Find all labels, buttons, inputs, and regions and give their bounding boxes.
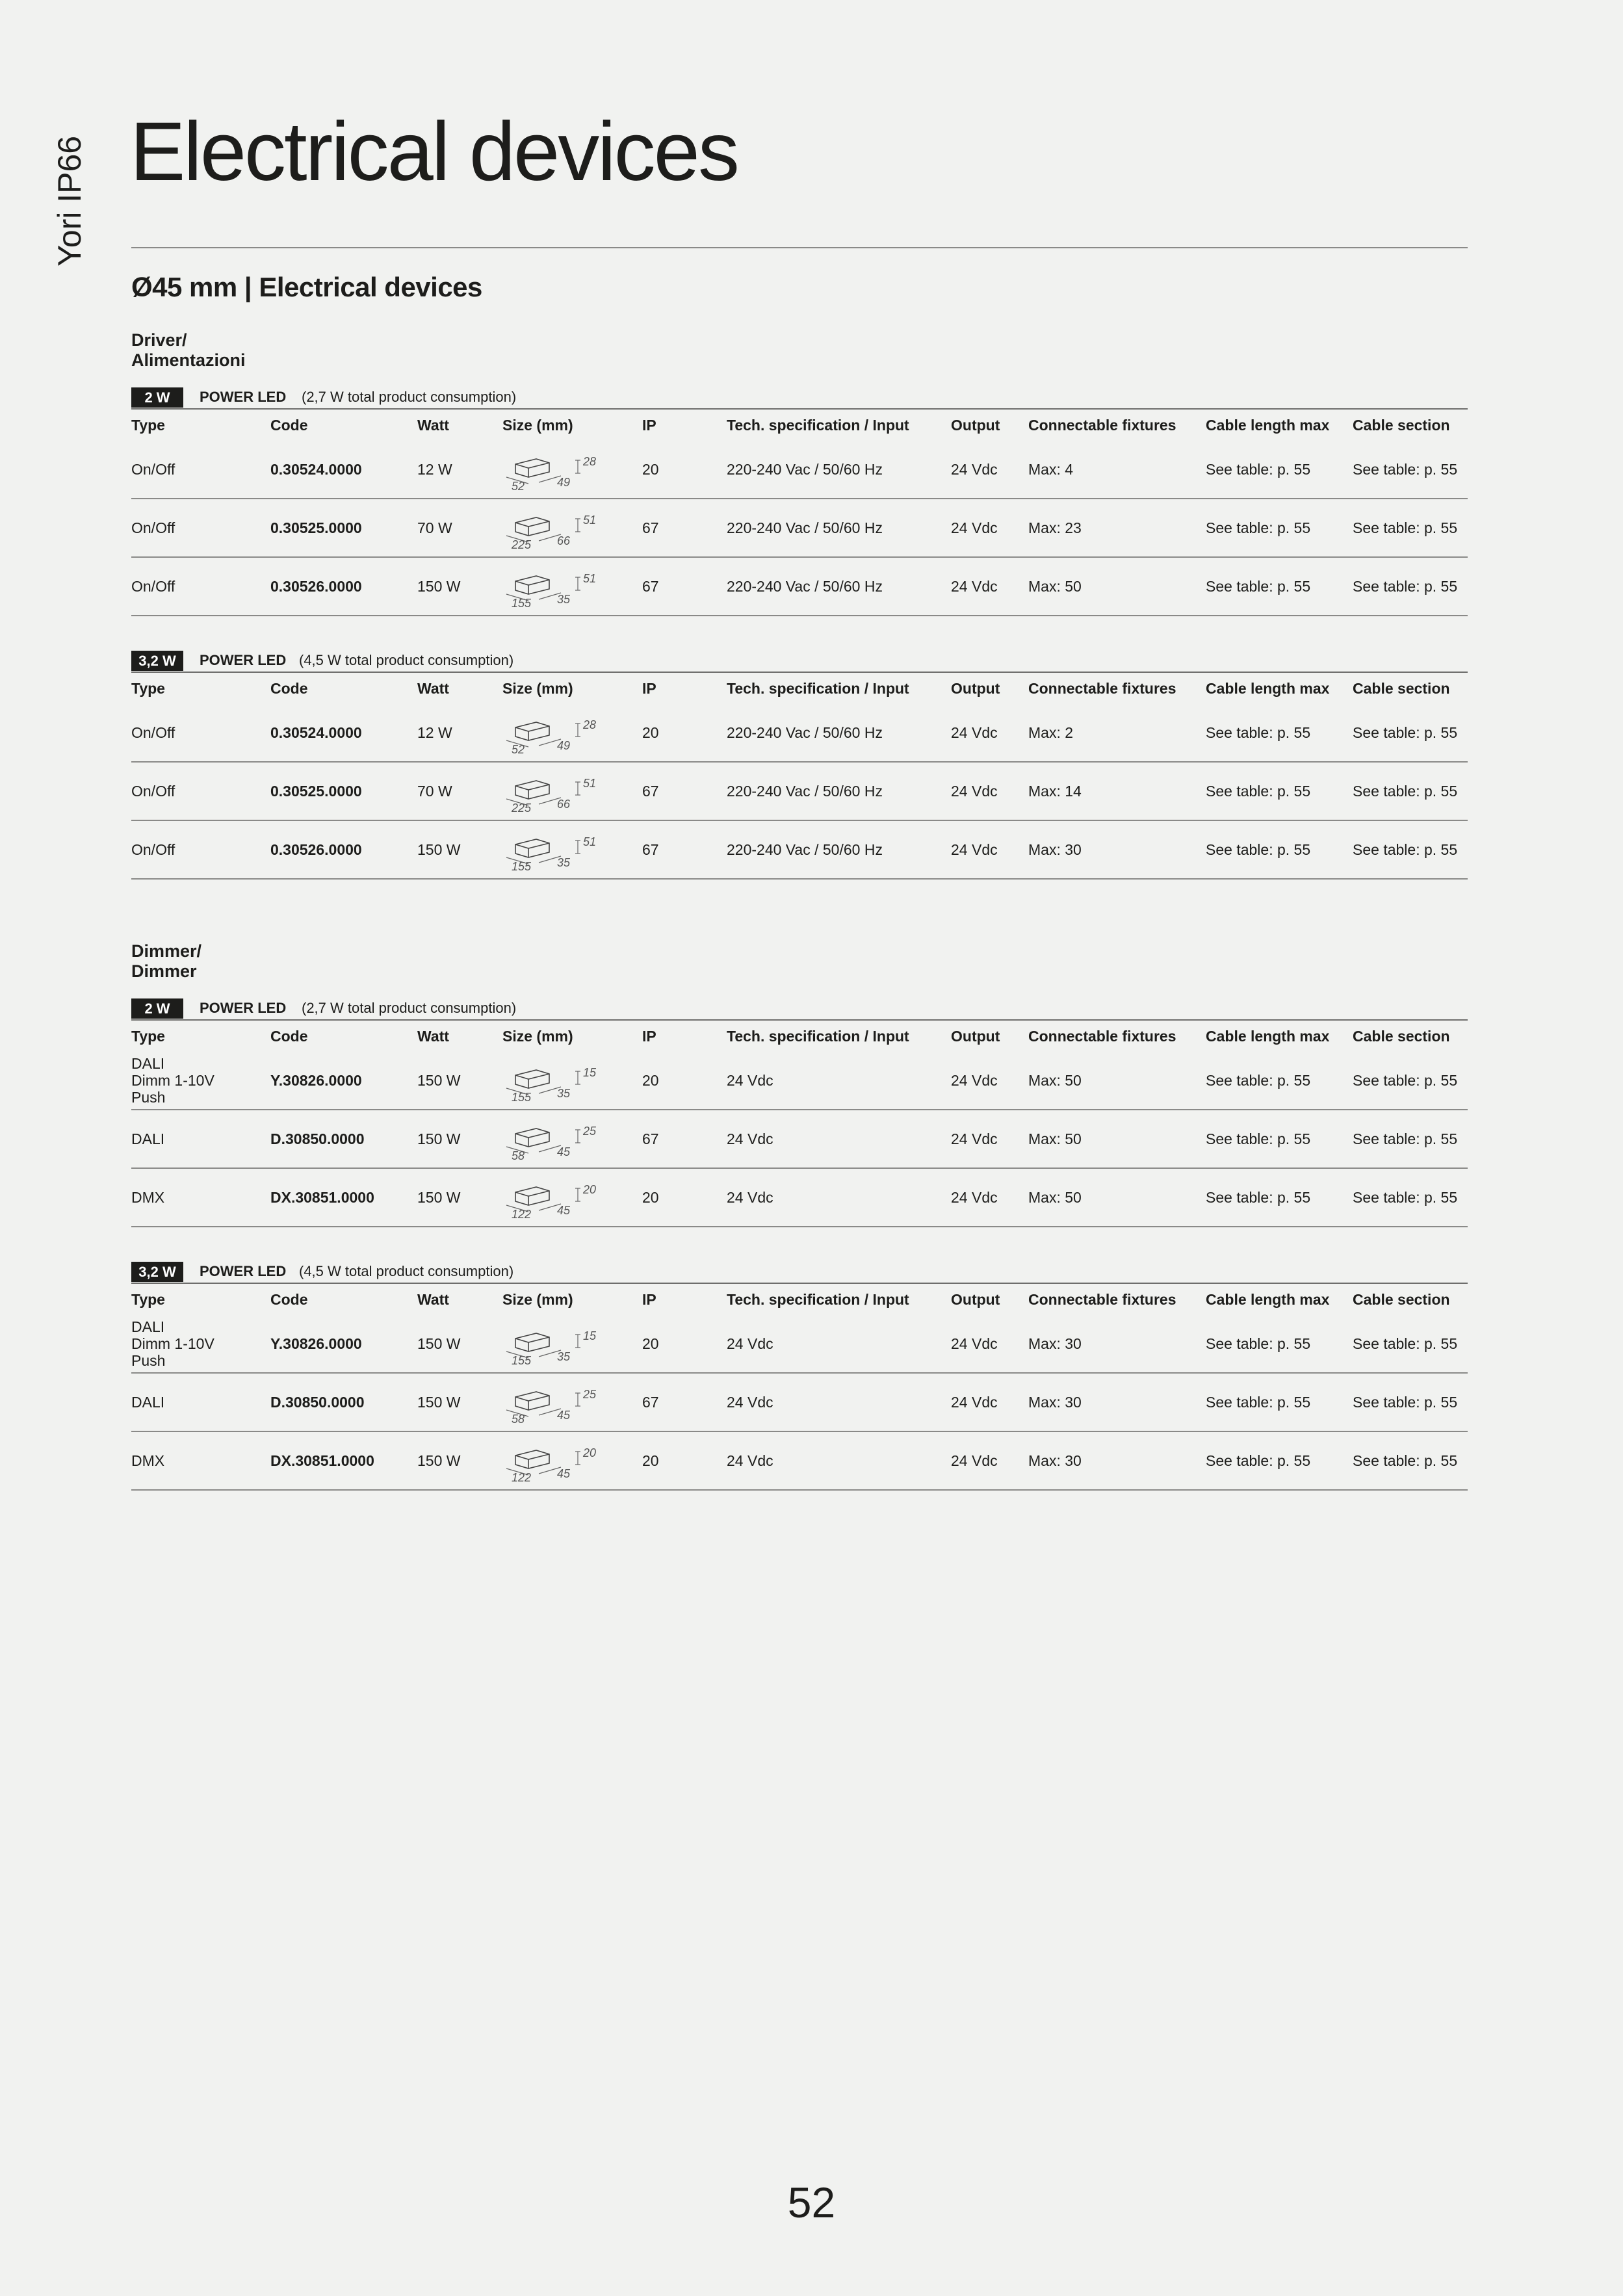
cell-type: DALI [131, 1393, 165, 1411]
title-divider [131, 247, 1468, 248]
cell-watt: 150 W [417, 841, 461, 858]
cell-cable-length: See table: p. 55 [1206, 724, 1311, 741]
cell-output: 24 Vdc [951, 1188, 998, 1206]
cell-cable-length: See table: p. 55 [1206, 460, 1311, 478]
cell-watt: 70 W [417, 782, 452, 800]
cell-watt: 150 W [417, 1188, 461, 1206]
cell-output: 24 Vdc [951, 1452, 998, 1469]
cell-ip: 20 [642, 1335, 659, 1352]
cell-tech: 24 Vdc [727, 1130, 773, 1147]
box-outline [515, 517, 549, 536]
size-drawing [502, 830, 606, 873]
cell-ip: 20 [642, 1188, 659, 1206]
cell-watt: 12 W [417, 460, 452, 478]
cell-connectable: Max: 23 [1028, 519, 1082, 536]
column-header-tech: Tech. specification / Input [727, 1290, 909, 1308]
column-header-watt: Watt [417, 1290, 449, 1308]
size-length-label: 225 [512, 538, 532, 551]
table-caption [131, 998, 1468, 1019]
cell-cable-length: See table: p. 55 [1206, 1130, 1311, 1147]
size-height-label: 25 [583, 1388, 597, 1401]
box-outline [515, 781, 549, 799]
cell-code: DX.30851.0000 [270, 1452, 374, 1469]
size-width-label: 35 [557, 1087, 571, 1100]
box-outline [515, 1187, 549, 1205]
table-caption [131, 387, 1468, 408]
cell-code: Y.30826.0000 [270, 1335, 362, 1352]
size-height-label: 20 [583, 1446, 597, 1459]
size-drawing [502, 450, 606, 493]
cell-output: 24 Vdc [951, 460, 998, 478]
size-width-label: 45 [557, 1467, 571, 1480]
cell-watt: 70 W [417, 519, 452, 536]
cell-watt: 150 W [417, 1071, 461, 1089]
cell-connectable: Max: 30 [1028, 841, 1082, 858]
column-header-cable-length: Cable length max [1206, 1027, 1330, 1045]
size-length-label: 155 [512, 1091, 532, 1104]
table-caption [131, 1262, 1468, 1283]
column-header-cable-section: Cable section [1353, 416, 1450, 434]
size-length-label: 155 [512, 860, 532, 873]
size-height-label: 25 [583, 1125, 597, 1138]
cell-code: 0.30526.0000 [270, 841, 362, 858]
cell-output: 24 Vdc [951, 841, 998, 858]
cell-tech: 220-240 Vac / 50/60 Hz [727, 841, 883, 858]
cell-code: D.30850.0000 [270, 1393, 365, 1411]
page-number: 52 [787, 2178, 836, 2226]
table-header-row [131, 673, 1468, 704]
consumption-note: (2,7 W total product consumption) [302, 389, 517, 405]
column-header-type: Type [131, 679, 165, 697]
column-header-tech: Tech. specification / Input [727, 679, 909, 697]
cell-tech: 220-240 Vac / 50/60 Hz [727, 782, 883, 800]
cell-cable-length: See table: p. 55 [1206, 841, 1311, 858]
cell-output: 24 Vdc [951, 1393, 998, 1411]
cell-cable-length: See table: p. 55 [1206, 1393, 1311, 1411]
group-title: Driver/ Alimentazioni [131, 330, 246, 370]
size-width-label: 35 [557, 1350, 571, 1363]
cell-watt: 150 W [417, 1452, 461, 1469]
cell-code: Y.30826.0000 [270, 1071, 362, 1089]
power-led-label: POWER LED [200, 652, 287, 668]
section-title: Ø45 mm | Electrical devices [131, 272, 482, 302]
power-led-label: POWER LED [200, 1000, 287, 1016]
table-row [131, 1432, 1468, 1491]
box-outline [515, 1450, 549, 1468]
cell-ip: 20 [642, 1452, 659, 1469]
cell-connectable: Max: 2 [1028, 724, 1074, 741]
cell-type: DALI Dimm 1-10V Push [131, 1055, 214, 1106]
cell-type: DMX [131, 1188, 165, 1206]
column-header-tech: Tech. specification / Input [727, 1027, 909, 1045]
cell-cable-length: See table: p. 55 [1206, 519, 1311, 536]
size-length-label: 52 [512, 743, 525, 756]
size-drawing [502, 508, 606, 551]
cell-watt: 150 W [417, 1335, 461, 1352]
column-header-ip: IP [642, 1290, 656, 1308]
power-led-label: POWER LED [200, 389, 287, 405]
cell-ip: 67 [642, 782, 659, 800]
column-header-watt: Watt [417, 679, 449, 697]
column-header-cable-length: Cable length max [1206, 679, 1330, 697]
size-drawing [502, 567, 606, 610]
box-outline [515, 839, 549, 857]
size-width-label: 35 [557, 856, 571, 869]
size-length-label: 122 [512, 1208, 532, 1221]
size-width-label: 35 [557, 593, 571, 606]
table-row [131, 441, 1468, 499]
column-header-connectable: Connectable fixtures [1028, 416, 1176, 434]
box-outline [515, 1392, 549, 1410]
cell-cable-section: See table: p. 55 [1353, 782, 1458, 800]
side-label: Yori IP66 [51, 135, 88, 267]
cell-output: 24 Vdc [951, 577, 998, 595]
cell-tech: 24 Vdc [727, 1335, 773, 1352]
cell-ip: 20 [642, 460, 659, 478]
cell-cable-section: See table: p. 55 [1353, 1393, 1458, 1411]
consumption-note: (2,7 W total product consumption) [302, 1000, 517, 1016]
table-header-row [131, 1284, 1468, 1315]
spec-table [131, 651, 1468, 880]
cell-connectable: Max: 30 [1028, 1393, 1082, 1411]
cell-connectable: Max: 50 [1028, 1071, 1082, 1089]
size-length-label: 155 [512, 1354, 532, 1367]
consumption-note: (4,5 W total product consumption) [299, 652, 514, 668]
cell-connectable: Max: 4 [1028, 460, 1074, 478]
size-width-label: 45 [557, 1145, 571, 1158]
cell-tech: 24 Vdc [727, 1452, 773, 1469]
cell-output: 24 Vdc [951, 519, 998, 536]
column-header-code: Code [270, 679, 308, 697]
column-header-connectable: Connectable fixtures [1028, 1290, 1176, 1308]
power-badge: 3,2 W [131, 651, 183, 671]
column-header-cable-length: Cable length max [1206, 1290, 1330, 1308]
column-header-tech: Tech. specification / Input [727, 416, 909, 434]
cell-code: 0.30526.0000 [270, 577, 362, 595]
size-height-label: 51 [583, 835, 597, 848]
cell-type: DALI Dimm 1-10V Push [131, 1318, 214, 1369]
cell-cable-section: See table: p. 55 [1353, 1130, 1458, 1147]
column-header-output: Output [951, 416, 1000, 434]
cell-tech: 220-240 Vac / 50/60 Hz [727, 724, 883, 741]
column-header-watt: Watt [417, 416, 449, 434]
cell-type: DMX [131, 1452, 165, 1469]
cell-cable-section: See table: p. 55 [1353, 1188, 1458, 1206]
cell-watt: 150 W [417, 577, 461, 595]
table-header-row [131, 1021, 1468, 1052]
column-header-ip: IP [642, 1027, 656, 1045]
cell-output: 24 Vdc [951, 724, 998, 741]
power-badge: 2 W [131, 998, 183, 1019]
cell-cable-section: See table: p. 55 [1353, 1335, 1458, 1352]
box-outline [515, 1333, 549, 1351]
table-row [131, 1169, 1468, 1227]
box-outline [515, 1128, 549, 1147]
size-width-label: 49 [557, 739, 571, 752]
table-row [131, 1052, 1468, 1110]
cell-ip: 20 [642, 1071, 659, 1089]
size-drawing [502, 1178, 606, 1221]
cell-type: On/Off [131, 841, 175, 858]
size-drawing [502, 772, 606, 815]
power-led-label: POWER LED [200, 1263, 287, 1279]
size-width-label: 45 [557, 1204, 571, 1217]
cell-cable-length: See table: p. 55 [1206, 1071, 1311, 1089]
side-label-wrap [45, 129, 91, 272]
cell-cable-length: See table: p. 55 [1206, 1335, 1311, 1352]
column-header-size: Size (mm) [502, 1290, 573, 1308]
column-header-code: Code [270, 1290, 308, 1308]
table-caption [131, 651, 1468, 672]
box-outline [515, 459, 549, 477]
cell-connectable: Max: 50 [1028, 577, 1082, 595]
column-header-cable-length: Cable length max [1206, 416, 1330, 434]
box-outline [515, 722, 549, 740]
cell-cable-section: See table: p. 55 [1353, 841, 1458, 858]
cell-ip: 67 [642, 841, 659, 858]
cell-tech: 220-240 Vac / 50/60 Hz [727, 519, 883, 536]
column-header-code: Code [270, 416, 308, 434]
power-badge: 2 W [131, 387, 183, 408]
size-width-label: 49 [557, 476, 571, 489]
size-height-label: 15 [583, 1329, 597, 1342]
column-header-cable-section: Cable section [1353, 679, 1450, 697]
table-row [131, 1374, 1468, 1432]
size-height-label: 28 [583, 718, 597, 731]
cell-ip: 67 [642, 1393, 659, 1411]
table-row [131, 1315, 1468, 1374]
cell-type: On/Off [131, 519, 175, 536]
cell-tech: 24 Vdc [727, 1393, 773, 1411]
cell-ip: 67 [642, 1130, 659, 1147]
column-header-output: Output [951, 679, 1000, 697]
size-width-label: 66 [557, 798, 571, 811]
cell-tech: 220-240 Vac / 50/60 Hz [727, 460, 883, 478]
cell-cable-section: See table: p. 55 [1353, 1071, 1458, 1089]
column-header-type: Type [131, 1027, 165, 1045]
box-outline [515, 1070, 549, 1088]
size-height-label: 15 [583, 1066, 597, 1079]
table-row [131, 763, 1468, 821]
cell-connectable: Max: 30 [1028, 1335, 1082, 1352]
cell-tech: 220-240 Vac / 50/60 Hz [727, 577, 883, 595]
size-drawing [502, 1324, 606, 1367]
cell-cable-length: See table: p. 55 [1206, 1452, 1311, 1469]
cell-ip: 67 [642, 519, 659, 536]
spec-table [131, 1262, 1468, 1491]
cell-code: D.30850.0000 [270, 1130, 365, 1147]
size-drawing [502, 1061, 606, 1104]
cell-ip: 20 [642, 724, 659, 741]
consumption-note: (4,5 W total product consumption) [299, 1263, 514, 1279]
cell-cable-section: See table: p. 55 [1353, 577, 1458, 595]
size-drawing [502, 713, 606, 756]
table-row [131, 1110, 1468, 1169]
column-header-size: Size (mm) [502, 1027, 573, 1045]
cell-output: 24 Vdc [951, 1335, 998, 1352]
size-drawing [502, 1383, 606, 1426]
cell-connectable: Max: 30 [1028, 1452, 1082, 1469]
size-height-label: 51 [583, 572, 597, 585]
cell-code: DX.30851.0000 [270, 1188, 374, 1206]
cell-type: On/Off [131, 724, 175, 741]
column-header-type: Type [131, 1290, 165, 1308]
cell-connectable: Max: 14 [1028, 782, 1082, 800]
size-height-label: 20 [583, 1183, 597, 1196]
cell-code: 0.30525.0000 [270, 519, 362, 536]
column-header-code: Code [270, 1027, 308, 1045]
column-header-output: Output [951, 1290, 1000, 1308]
size-length-label: 122 [512, 1471, 532, 1484]
cell-watt: 12 W [417, 724, 452, 741]
size-height-label: 28 [583, 455, 597, 468]
size-length-label: 58 [512, 1413, 525, 1426]
size-width-label: 66 [557, 534, 571, 547]
size-length-label: 58 [512, 1149, 525, 1162]
cell-code: 0.30524.0000 [270, 460, 362, 478]
size-length-label: 52 [512, 480, 525, 493]
cell-cable-length: See table: p. 55 [1206, 577, 1311, 595]
size-length-label: 155 [512, 597, 532, 610]
cell-ip: 67 [642, 577, 659, 595]
cell-type: DALI [131, 1130, 165, 1147]
cell-output: 24 Vdc [951, 782, 998, 800]
size-drawing [502, 1441, 606, 1484]
table-row [131, 704, 1468, 763]
column-header-cable-section: Cable section [1353, 1027, 1450, 1045]
group-title: Dimmer/ Dimmer [131, 941, 202, 981]
column-header-connectable: Connectable fixtures [1028, 679, 1176, 697]
cell-cable-length: See table: p. 55 [1206, 782, 1311, 800]
page-title: Electrical devices [130, 105, 738, 198]
cell-cable-section: See table: p. 55 [1353, 519, 1458, 536]
cell-output: 24 Vdc [951, 1130, 998, 1147]
cell-output: 24 Vdc [951, 1071, 998, 1089]
column-header-output: Output [951, 1027, 1000, 1045]
size-width-label: 45 [557, 1409, 571, 1422]
cell-connectable: Max: 50 [1028, 1188, 1082, 1206]
cell-cable-length: See table: p. 55 [1206, 1188, 1311, 1206]
box-outline [515, 576, 549, 594]
column-header-size: Size (mm) [502, 679, 573, 697]
column-header-watt: Watt [417, 1027, 449, 1045]
column-header-type: Type [131, 416, 165, 434]
cell-type: On/Off [131, 460, 175, 478]
cell-type: On/Off [131, 782, 175, 800]
cell-watt: 150 W [417, 1130, 461, 1147]
spec-table [131, 387, 1468, 616]
cell-watt: 150 W [417, 1393, 461, 1411]
column-header-size: Size (mm) [502, 416, 573, 434]
cell-tech: 24 Vdc [727, 1188, 773, 1206]
column-header-ip: IP [642, 679, 656, 697]
cell-cable-section: See table: p. 55 [1353, 460, 1458, 478]
cell-connectable: Max: 50 [1028, 1130, 1082, 1147]
size-length-label: 225 [512, 802, 532, 815]
column-header-connectable: Connectable fixtures [1028, 1027, 1176, 1045]
column-header-ip: IP [642, 416, 656, 434]
cell-type: On/Off [131, 577, 175, 595]
size-drawing [502, 1119, 606, 1162]
table-row [131, 821, 1468, 880]
column-header-cable-section: Cable section [1353, 1290, 1450, 1308]
size-height-label: 51 [583, 514, 597, 527]
table-row [131, 558, 1468, 616]
cell-code: 0.30524.0000 [270, 724, 362, 741]
power-badge: 3,2 W [131, 1262, 183, 1282]
size-height-label: 51 [583, 777, 597, 790]
table-header-row [131, 410, 1468, 441]
table-row [131, 499, 1468, 558]
spec-table [131, 998, 1468, 1227]
cell-tech: 24 Vdc [727, 1071, 773, 1089]
cell-code: 0.30525.0000 [270, 782, 362, 800]
cell-cable-section: See table: p. 55 [1353, 1452, 1458, 1469]
cell-cable-section: See table: p. 55 [1353, 724, 1458, 741]
